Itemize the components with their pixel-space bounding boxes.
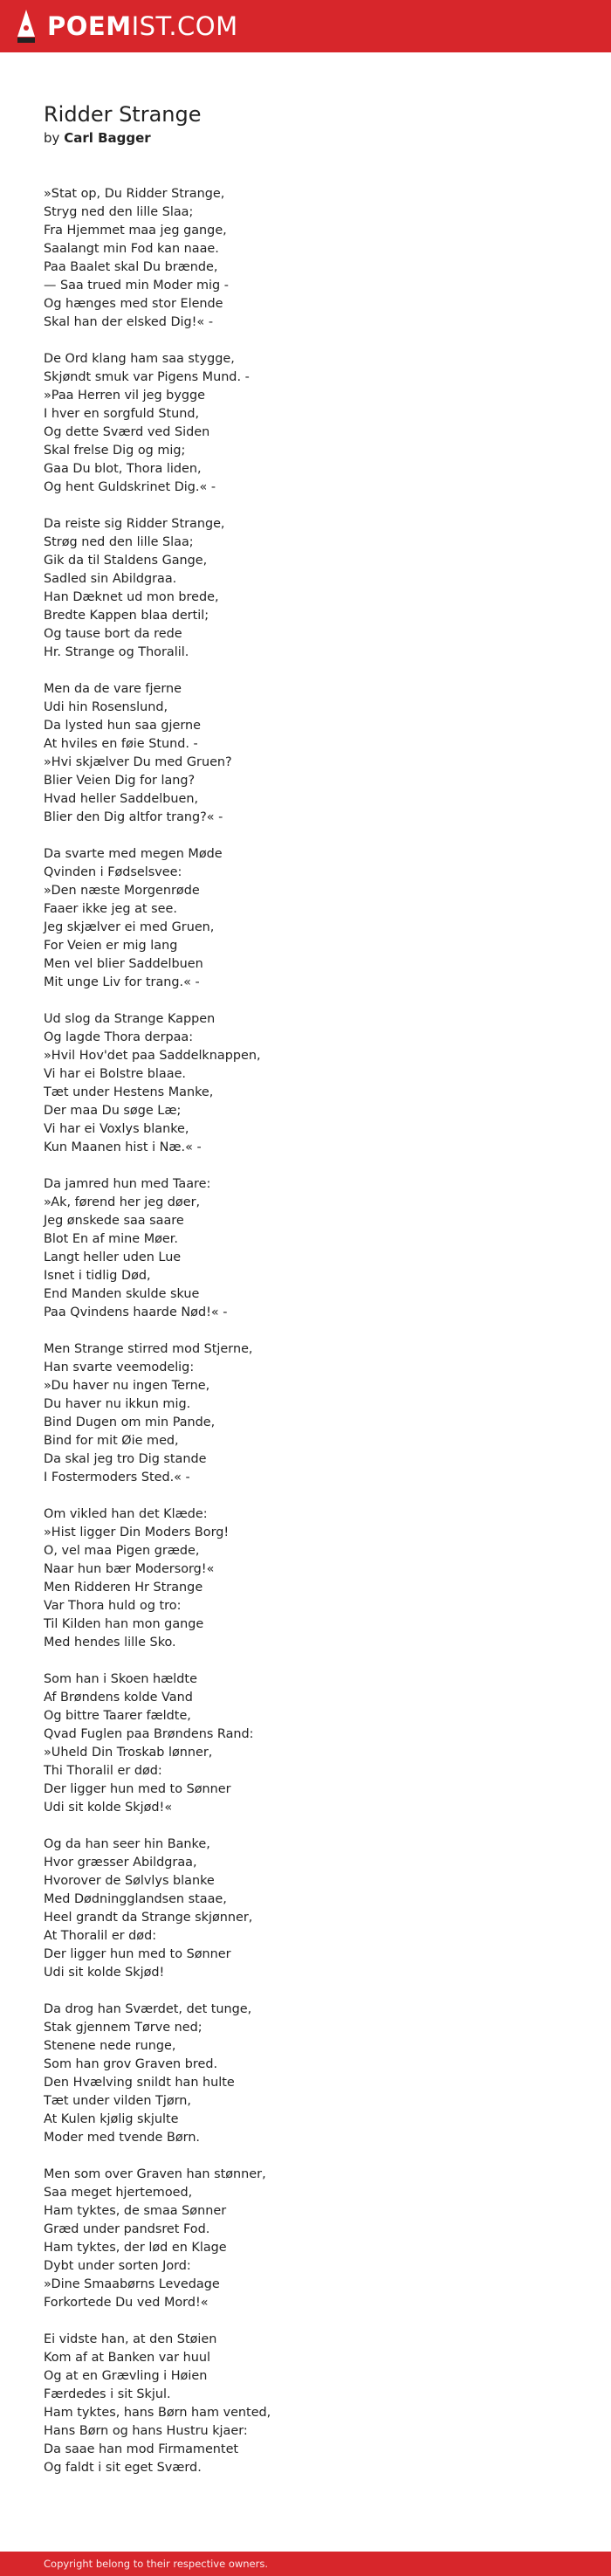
- poem-line: Qvinden i Fødselsvee:: [44, 865, 182, 879]
- poem-line: Og dette Sværd ved Siden: [44, 425, 210, 439]
- poem-line: Skal frelse Dig og mig;: [44, 444, 186, 458]
- stanza: [44, 515, 567, 662]
- poem-line: Og da han seer hin Banke,: [44, 1837, 210, 1851]
- poem-line: Isnet i tidlig Død,: [44, 1269, 151, 1283]
- poem-line: Da skal jeg tro Dig stande: [44, 1452, 207, 1466]
- poem-line: »Du haver nu ingen Terne,: [44, 1379, 210, 1393]
- copyright-text: Copyright belong to their respective owners.: [44, 2558, 269, 2570]
- stanza: [44, 1670, 567, 1817]
- poem-line: Du haver nu ikkun mig.: [44, 1397, 191, 1411]
- poem-line: Stak gjennem Tørve ned;: [44, 2021, 203, 2035]
- stanza: [44, 2166, 567, 2312]
- poem-line: Den Hvælving snildt han hulte: [44, 2076, 235, 2090]
- poem-line: De Ord klang ham saa stygge,: [44, 352, 235, 366]
- poem-line: Sadled sin Abildgraa.: [44, 572, 177, 586]
- poem-line: »Ak, førend her jeg døer,: [44, 1195, 201, 1209]
- poem-line: Da jamred hun med Taare:: [44, 1177, 211, 1191]
- logo-light: IST.COM: [131, 10, 238, 41]
- poem-line: Fra Hjemmet maa jeg gange,: [44, 224, 227, 238]
- poem-line: Qvad Fuglen paa Brøndens Rand:: [44, 1727, 254, 1741]
- poem-line: End Manden skulde skue: [44, 1287, 200, 1301]
- poem-line: Jeg ønskede saa saare: [44, 1214, 184, 1228]
- poem-line: Ei vidste han, at den Støien: [44, 2332, 217, 2346]
- poem-line: Forkortede Du ved Mord!«: [44, 2296, 209, 2310]
- poem-line: Gik da til Staldens Gange,: [44, 554, 208, 568]
- stanza: [44, 1836, 567, 1982]
- poem-line: Saa meget hjertemoed,: [44, 2186, 193, 2200]
- poem-line: Med Dødningglandsen staae,: [44, 1892, 227, 1906]
- poem-line: Som han i Skoen hældte: [44, 1672, 197, 1686]
- poem-line: »Paa Herren vil jeg bygge: [44, 389, 205, 403]
- stanza: [44, 680, 567, 827]
- poem-line: »Hist ligger Din Moders Borg!: [44, 1526, 230, 1539]
- poem-line: Da svarte med megen Møde: [44, 847, 223, 861]
- poem-line: Og faldt i sit eget Sværd.: [44, 2461, 202, 2475]
- poem-line: Paa Qvindens haarde Nød!« -: [44, 1305, 228, 1319]
- logo-bold: POEM: [47, 10, 132, 41]
- stanza: [44, 1340, 567, 1487]
- poem-line: Og bittre Taarer fældte,: [44, 1709, 191, 1723]
- poem-line: Moder med tvende Børn.: [44, 2131, 201, 2145]
- poem-line: Skjøndt smuk var Pigens Mund. -: [44, 370, 250, 384]
- poem-line: Tæt under vilden Tjørn,: [44, 2094, 192, 2108]
- poem-line: Kom af at Banken var huul: [44, 2351, 210, 2365]
- stanza: [44, 845, 567, 992]
- poem-line: Og at en Grævling i Høien: [44, 2369, 208, 2383]
- poem-line: Græd under pandsret Fod.: [44, 2222, 210, 2236]
- stanza: [44, 185, 567, 332]
- poem-line: For Veien er mig lang: [44, 939, 178, 953]
- poem-line: Da reiste sig Ridder Strange,: [44, 517, 225, 531]
- poem-line: Naar hun bær Modersorg!«: [44, 1562, 215, 1576]
- poem-line: Udi sit kolde Skjød!«: [44, 1801, 173, 1815]
- stanza: [44, 350, 567, 497]
- poem-line: Paa Baalet skal Du brænde,: [44, 260, 218, 274]
- poem-line: Da saae han mod Firmamentet: [44, 2442, 239, 2456]
- poem-line: Hr. Strange og Thoralil.: [44, 645, 189, 659]
- poem-line: O, vel maa Pigen græde,: [44, 1544, 200, 1558]
- byline: [44, 129, 567, 147]
- poem-line: Men som over Graven han stønner,: [44, 2167, 266, 2181]
- poem-line: Vi har ei Bolstre blaae.: [44, 1067, 186, 1081]
- poem-line: Han Dæknet ud mon brede,: [44, 590, 219, 604]
- poem-line: Stenene nede runge,: [44, 2039, 176, 2053]
- stanza: [44, 2331, 567, 2477]
- poem-line: Men vel blier Saddelbuen: [44, 957, 203, 971]
- poem-line: Ham tyktes, der lød en Klage: [44, 2241, 227, 2255]
- poem-line: Udi hin Rosenslund,: [44, 700, 168, 714]
- poem-line: Bind for mit Øie med,: [44, 1434, 179, 1448]
- poem-line: Bind Dugen om min Pande,: [44, 1415, 216, 1429]
- poem-line: Ham tyktes, hans Børn ham vented,: [44, 2406, 271, 2420]
- poem-line: Bredte Kappen blaa dertil;: [44, 609, 209, 623]
- poem-line: Og hent Guldskrinet Dig.« -: [44, 480, 216, 494]
- poem-line: Jeg skjælver ei med Gruen,: [44, 920, 215, 934]
- poem-line: Der maa Du søge Læ;: [44, 1104, 182, 1118]
- pen-nib-icon[interactable]: [16, 9, 37, 44]
- poem-line: Da lysted hun saa gjerne: [44, 719, 201, 733]
- poem-line: Til Kilden han mon gange: [44, 1617, 204, 1631]
- poem-line: Da drog han Sværdet, det tunge,: [44, 2002, 252, 2016]
- poem-line: Stryg ned den lille Slaa;: [44, 205, 194, 219]
- poem-line: Gaa Du blot, Thora liden,: [44, 462, 202, 476]
- poem-line: Af Brøndens kolde Vand: [44, 1691, 193, 1705]
- poem-content: [44, 101, 567, 2496]
- poem-body: [44, 185, 567, 2477]
- poem-line: Der ligger hun med to Sønner: [44, 1782, 231, 1796]
- poem-line: Med hendes lille Sko.: [44, 1636, 176, 1650]
- poem-line: Hvad heller Saddelbuen,: [44, 792, 199, 806]
- poem-title: Ridder Strange: [44, 102, 202, 127]
- site-header: [0, 0, 611, 52]
- poem-line: Dybt under sorten Jord:: [44, 2259, 191, 2273]
- poem-line: I Fostermoders Sted.« -: [44, 1471, 190, 1484]
- poem-line: Kun Maanen hist i Næ.« -: [44, 1140, 202, 1154]
- poem-line: »Den næste Morgenrøde: [44, 884, 200, 898]
- poem-line: Der ligger hun med to Sønner: [44, 1947, 231, 1961]
- poem-line: — Saa trued min Moder mig -: [44, 279, 229, 293]
- poem-line: Tæt under Hestens Manke,: [44, 1085, 214, 1099]
- poem-line: Som han grov Graven bred.: [44, 2057, 218, 2071]
- poem-line: Færdedes i sit Skjul.: [44, 2387, 171, 2401]
- poem-line: Blier Veien Dig for lang?: [44, 774, 196, 788]
- poem-line: At hviles en føie Stund. -: [44, 737, 198, 751]
- poem-line: Hans Børn og hans Hustru kjaer:: [44, 2424, 248, 2438]
- poem-line: Men da de vare fjerne: [44, 682, 182, 696]
- poem-line: Blier den Dig altfor trang?« -: [44, 810, 223, 824]
- poem-line: Han svarte veemodelig:: [44, 1360, 195, 1374]
- poem-line: Hvorover de Sølvlys blanke: [44, 1874, 215, 1888]
- poem-line: Faaer ikke jeg at see.: [44, 902, 177, 916]
- poem-line: At Thoralil er død:: [44, 1929, 157, 1943]
- by-label: by: [44, 130, 60, 146]
- poem-line: »Uheld Din Troskab lønner,: [44, 1746, 213, 1760]
- poem-line: I hver en sorgfuld Stund,: [44, 407, 200, 421]
- poem-line: Men Ridderen Hr Strange: [44, 1581, 203, 1595]
- poem-line: Ham tyktes, de smaa Sønner: [44, 2204, 227, 2218]
- poem-line: Skal han der elsked Dig!« -: [44, 315, 214, 329]
- poem-line: Mit unge Liv for trang.« -: [44, 975, 200, 989]
- stanza: [44, 1175, 567, 1322]
- poem-line: At Kulen kjølig skjulte: [44, 2112, 179, 2126]
- poem-line: »Stat op, Du Ridder Strange,: [44, 187, 225, 201]
- poem-line: Hvor græsser Abildgraa,: [44, 1856, 197, 1870]
- poem-line: Og tause bort da rede: [44, 627, 182, 641]
- stanza: [44, 1505, 567, 1652]
- author-name[interactable]: Carl Bagger: [64, 130, 151, 146]
- site-logo[interactable]: [47, 10, 238, 41]
- poem-line: Langt heller uden Lue: [44, 1250, 182, 1264]
- poem-line: Strøg ned den lille Slaa;: [44, 535, 194, 549]
- stanza: [44, 2001, 567, 2147]
- poem-line: Om vikled han det Klæde:: [44, 1507, 208, 1521]
- poem-line: Thi Thoralil er død:: [44, 1764, 162, 1778]
- poem-line: Men Strange stirred mod Stjerne,: [44, 1342, 253, 1356]
- poem-line: »Hvil Hov'det paa Saddelknappen,: [44, 1049, 261, 1063]
- poem-line: Heel grandt da Strange skjønner,: [44, 1911, 253, 1925]
- poem-line: Var Thora huld og tro:: [44, 1599, 182, 1613]
- poem-line: Og lagde Thora derpaa:: [44, 1030, 194, 1044]
- poem-line: Blot En af mine Møer.: [44, 1232, 178, 1246]
- poem-line: »Dine Smaabørns Levedage: [44, 2277, 220, 2291]
- poem-line: Og hænges med stor Elende: [44, 297, 223, 311]
- poem-line: »Hvi skjælver Du med Gruen?: [44, 755, 232, 769]
- poem-line: Udi sit kolde Skjød!: [44, 1966, 165, 1980]
- site-footer: [0, 2552, 611, 2576]
- stanza: [44, 1010, 567, 1157]
- poem-line: Vi har ei Voxlys blanke,: [44, 1122, 189, 1136]
- poem-line: Ud slog da Strange Kappen: [44, 1012, 216, 1026]
- poem-line: Saalangt min Fod kan naae.: [44, 242, 219, 256]
